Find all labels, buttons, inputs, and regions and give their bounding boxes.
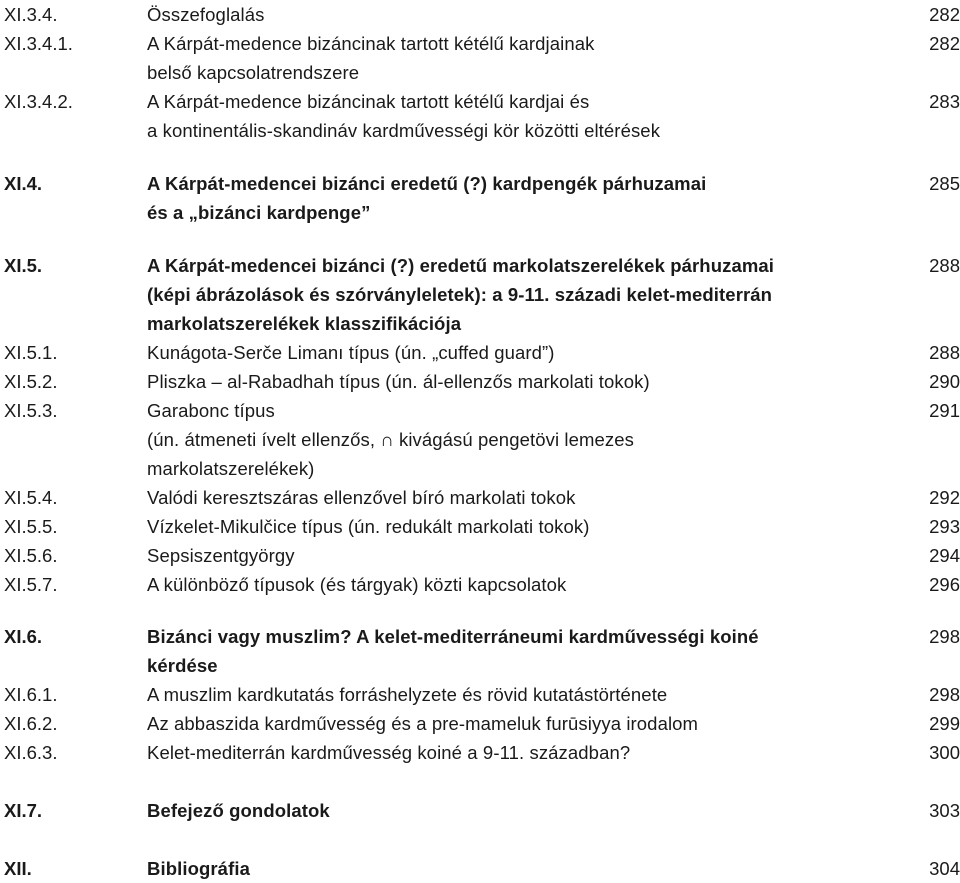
page-number: 293 (929, 516, 960, 537)
page-number: 290 (929, 371, 960, 392)
toc-entry (4, 396, 960, 483)
section-number: XI.6.2. (4, 713, 58, 734)
toc-entry (4, 0, 960, 29)
page-number: 299 (929, 713, 960, 734)
toc-entry (4, 87, 960, 145)
section-number: XI.6.3. (4, 742, 58, 763)
section-title: Pliszka – al-Rabadhah típus (ún. ál-ellenzős markolati tokok) (147, 371, 650, 392)
page-number: 288 (929, 342, 960, 363)
section-number: XI.5.3. (4, 400, 58, 421)
toc-entry (4, 570, 960, 599)
section-number: XI.6.1. (4, 684, 58, 705)
toc-entry (4, 796, 960, 825)
page-number: 300 (929, 742, 960, 763)
page-number: 294 (929, 545, 960, 566)
toc-entry (4, 622, 960, 680)
section-title: A Kárpát-medencei bizánci (?) eredetű markolatszerelékek párhuzamai (képi ábrázolások és szórványleletek): a 9-11. századi kelet-mediterrán markolatszerelékek klasszifikációja (147, 255, 775, 334)
toc-entry (4, 512, 960, 541)
section-title: Garabonc típus (ún. átmeneti ívelt ellenzős, ∩ kivágású pengetövi lemezes markolatszerelékek) (147, 400, 634, 479)
section-title: A Kárpát-medence bizáncinak tartott kétélű kardjai és a kontinentális-skandináv kardművességi kör közötti eltérések (147, 91, 661, 141)
page-number: 303 (929, 800, 960, 821)
page-number: 298 (929, 684, 960, 705)
page-number: 304 (929, 858, 960, 879)
section-title: Bizánci vagy muszlim? A kelet-mediterráneumi kardművességi koiné kérdése (147, 626, 759, 676)
section-number: XII. (4, 858, 32, 879)
section-title: A különböző típusok (és tárgyak) közti kapcsolatok (147, 574, 567, 595)
section-title: Befejező gondolatok (147, 800, 330, 821)
section-number: XI.3.4.2. (4, 91, 73, 112)
section-number: XI.5.6. (4, 545, 58, 566)
page-number: 282 (929, 33, 960, 54)
section-title: Vízkelet-Mikulčice típus (ún. redukált markolati tokok) (147, 516, 590, 537)
section-title: Kelet-mediterrán kardművesség koiné a 9-11. században? (147, 742, 631, 763)
toc-entry (4, 709, 960, 738)
toc-entry (4, 680, 960, 709)
toc-entry (4, 29, 960, 87)
section-number: XI.5.1. (4, 342, 58, 363)
page-number: 298 (929, 626, 960, 647)
section-title: Összefoglalás (147, 4, 265, 25)
page-number: 292 (929, 487, 960, 508)
section-title: A Kárpát-medencei bizánci eredetű (?) kardpengék párhuzamai és a „bizánci kardpenge” (147, 173, 707, 223)
section-number: XI.5.4. (4, 487, 58, 508)
toc-entry (4, 169, 960, 227)
toc-entry (4, 251, 960, 338)
section-number: XI.3.4. (4, 4, 58, 25)
page-number: 282 (929, 4, 960, 25)
toc-entry (4, 367, 960, 396)
table-of-contents (4, 0, 960, 883)
section-number: XI.5. (4, 255, 43, 276)
section-number: XI.6. (4, 626, 43, 647)
page-number: 288 (929, 255, 960, 276)
toc-entry (4, 738, 960, 767)
section-number: XI.5.2. (4, 371, 58, 392)
page-number: 291 (929, 400, 960, 421)
page-number: 296 (929, 574, 960, 595)
toc-entry (4, 483, 960, 512)
section-number: XI.5.5. (4, 516, 58, 537)
section-number: XI.3.4.1. (4, 33, 73, 54)
section-title: Valódi keresztszáras ellenzővel bíró markolati tokok (147, 487, 576, 508)
section-title: Bibliográfia (147, 858, 250, 879)
section-title: Az abbaszida kardművesség és a pre-mameluk furūsiyya irodalom (147, 713, 699, 734)
toc-entry (4, 338, 960, 367)
page-number: 283 (929, 91, 960, 112)
toc-entry (4, 541, 960, 570)
section-title: Kunágota-Serče Limanı típus (ún. „cuffed guard”) (147, 342, 555, 363)
page-number: 285 (929, 173, 960, 194)
section-title: Sepsiszentgyörgy (147, 545, 295, 566)
section-title: A muszlim kardkutatás forráshelyzete és rövid kutatástörténete (147, 684, 668, 705)
section-title: A Kárpát-medence bizáncinak tartott kétélű kardjainak belső kapcsolatrendszere (147, 33, 595, 83)
section-number: XI.4. (4, 173, 43, 194)
section-number: XI.5.7. (4, 574, 58, 595)
section-number: XI.7. (4, 800, 43, 821)
